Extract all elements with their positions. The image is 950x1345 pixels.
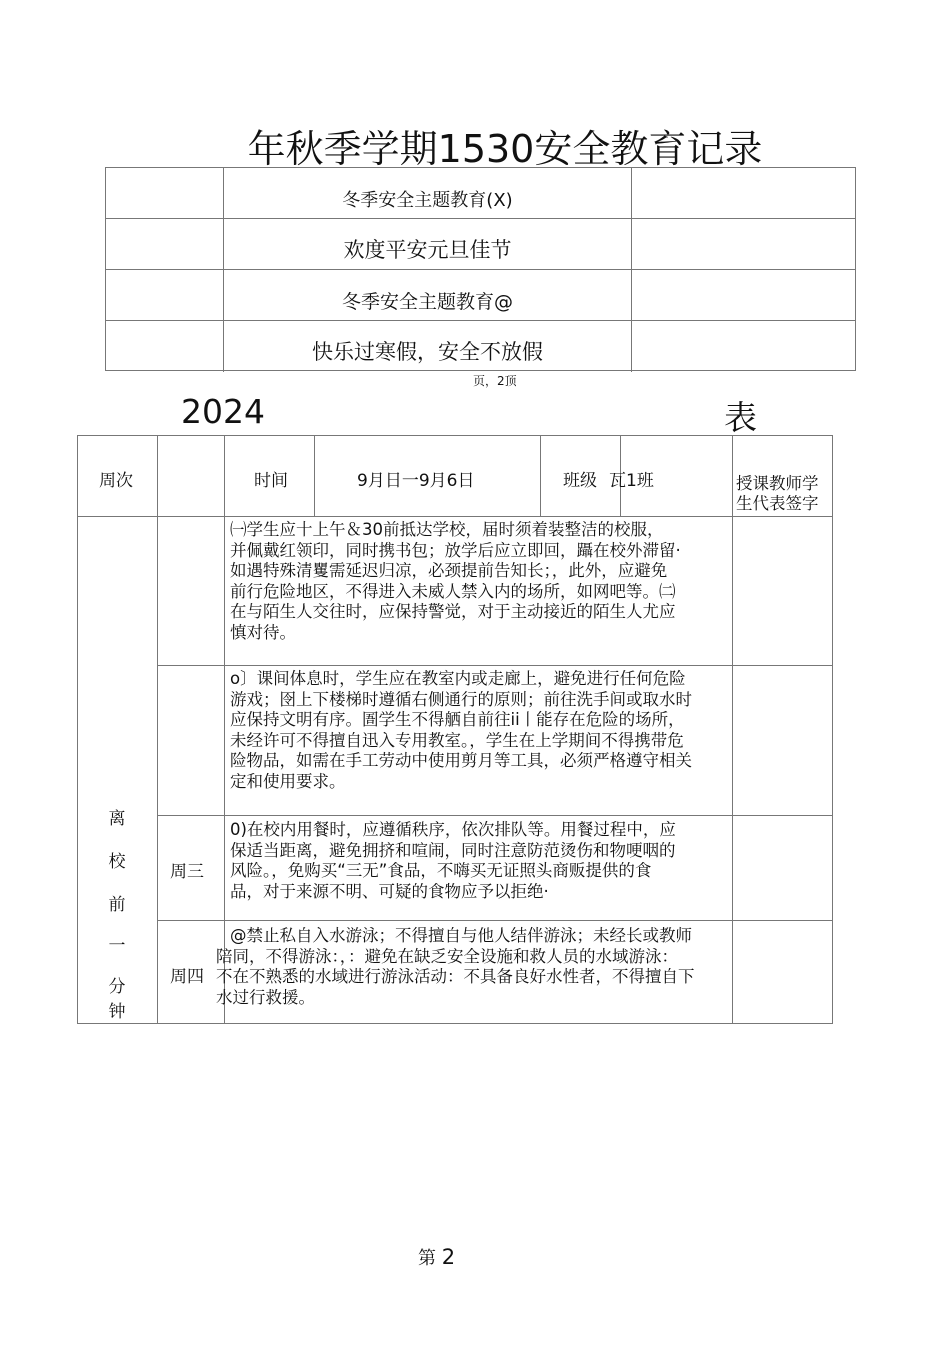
week-label: 周次 — [99, 471, 133, 491]
class-label: 班级 — [563, 471, 597, 491]
page-number: 2 — [441, 1245, 456, 1269]
theme-row — [106, 270, 855, 321]
day-label: 周四 — [170, 967, 204, 987]
signature-label: 生代表签字 — [736, 494, 819, 513]
page-footer — [418, 1244, 455, 1270]
page-indicator: 页，2顶 — [473, 374, 517, 388]
rule-text: o〕课间体息时，学生应在教室内或走廊上，避免进行任何危险 游戏；囹上下楼梯时遵循右侧通行的原则；前往洗手间或取水时 应保持文明有序。圄学生不得舾自前往ii丨能存在危险的场所， 未经许可不得擅自迅入专用教室。，学生在上学期间不得携带危 险物品，如需在手工劳动中使用剪月等工具，必须严格遵守相关 定和使用要求。 — [230, 669, 692, 791]
time-label: 时间 — [254, 471, 288, 491]
theme-text: 冬季安全主题教育@ — [341, 291, 513, 313]
side-label-char: 钟 — [108, 1002, 126, 1022]
theme-text: 欢度平安元旦佳节 — [343, 238, 512, 262]
side-label-char: 一 — [108, 936, 126, 956]
rule-text: @禁止私自入水游泳；不得擅自与他人结伴游泳；未经长或教师 陪同，不得游泳：，：避免在缺乏安全设施和救人员的水域游泳： 不在不熟悉的水域进行游泳活动：不具备良好水性者，不得擅自下 水过行救援。 — [216, 926, 695, 1007]
day-label: 周三 — [170, 862, 204, 882]
side-label-char: 离 — [108, 809, 126, 829]
table-suffix: 表 — [724, 398, 757, 437]
year-label: 2024 — [181, 392, 265, 431]
rule-text: 0)在校内用餐时，应遵循秩序，依次排队等。用餐过程中，应 保适当距离，避免拥挤和喧闹，同时注意防范烫伤和物哽咽的 风险。，免购买“三无”食品，不嗨买无证照头商贩提供的食 品，对于来源不明、可疑的食物应予以拒绝· — [230, 820, 676, 901]
theme-table — [105, 167, 856, 371]
page-title: 年秋季学期1530安全教育记录 — [247, 127, 763, 171]
side-label-char: 分 — [108, 977, 126, 997]
theme-row — [106, 321, 855, 372]
date-range: 9月日一9月6日 — [357, 471, 475, 491]
class-value: 瓦1班 — [609, 471, 654, 491]
rule-text: ㈠学生应十上午＆30前抵达学校，届时须着装整洁的校服， 并佩戴红领印，同时携书包；放学后应立即回，躡在校外滞留· 如遇特殊清矍需延迟归凉，必颈提前告知长；，此外，应避免 前行危险地区，不得进入未威人禁入内的场所，如网吧等。㈡ 在与陌生人交往时，应保持警觉，对于主动接近的陌生人尤应 慎对待。 — [230, 520, 681, 642]
side-label-char: 前 — [108, 895, 126, 915]
theme-row — [106, 168, 855, 219]
footer-prefix: 第 — [418, 1248, 436, 1269]
theme-row — [106, 219, 855, 270]
theme-text: 冬季安全主题教育(X) — [342, 190, 513, 211]
record-table — [77, 435, 833, 1024]
signature-label: 授课教师学 — [736, 474, 819, 493]
theme-text: 快乐过寒假，安全不放假 — [312, 340, 543, 364]
side-label-char: 校 — [108, 852, 126, 872]
